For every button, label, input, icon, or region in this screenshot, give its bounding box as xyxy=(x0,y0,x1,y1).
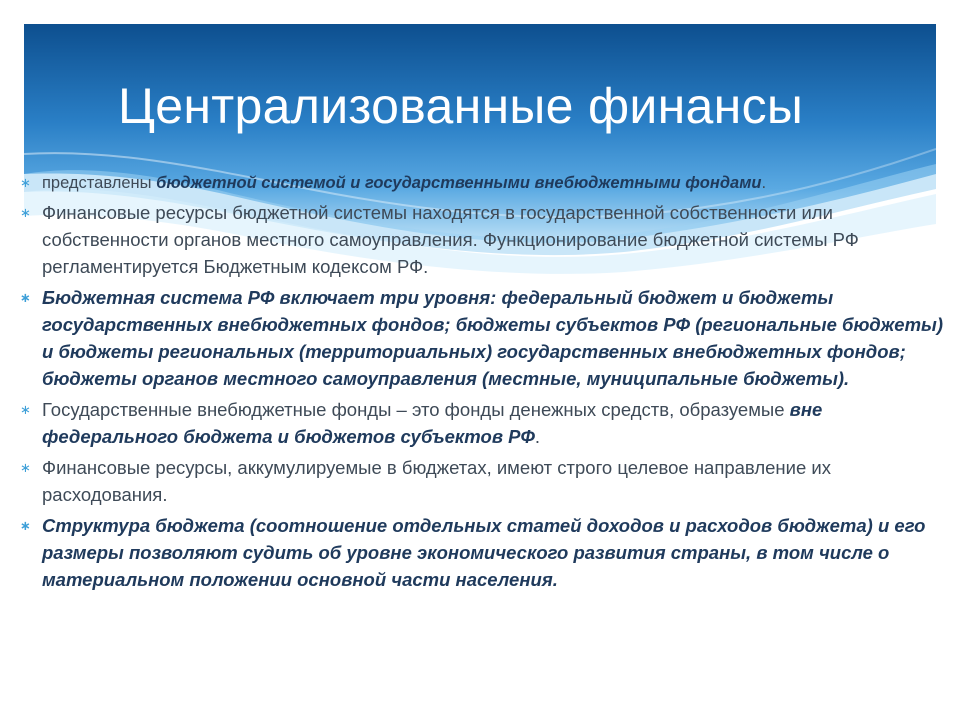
slide-title: Централизованные финансы xyxy=(118,78,804,134)
emphasis-text: бюджетной системой и государственными внебюджетными фондами xyxy=(156,174,762,192)
bullet-list xyxy=(18,170,943,597)
list-item: ∗ Финансовые ресурсы, аккумулируемые в бюджетах, имеют строго целевое направление их расходования. xyxy=(18,454,943,508)
star-bullet-icon: ∗ xyxy=(20,205,31,220)
list-item: ∗ Финансовые ресурсы бюджетной системы находятся в государственной собственности или собственности органов местного самоуправления. Функционирование бюджетной системы РФ регламентируется Бюджетным кодексом РФ. xyxy=(18,199,943,280)
list-item: ∗ представлены бюджетной системой и государственными внебюджетными фондами. xyxy=(18,170,943,196)
star-bullet-icon: ∗ xyxy=(20,402,31,417)
star-bullet-icon: ∗ xyxy=(20,290,31,305)
list-item: ∗ Государственные внебюджетные фонды – это фонды денежных средств, образуемые вне федерального бюджета и бюджетов субъектов РФ. xyxy=(18,396,943,450)
star-bullet-icon: ∗ xyxy=(20,175,31,190)
list-item: ∗ Структура бюджета (соотношение отдельных статей доходов и расходов бюджета) и его размеры позволяют судить об уровне экономического развития страны, в том числе о материальном положении основной части населения. xyxy=(18,512,943,593)
list-item: ∗ Бюджетная система РФ включает три уровня: федеральный бюджет и бюджеты государственных внебюджетных фондов; бюджеты субъектов РФ (региональные бюджеты) и бюджеты региональных (территориальных) государственных внебюджетных фондов; бюджеты органов местного самоуправления (местные, муниципальные бюджеты). xyxy=(18,284,943,392)
star-bullet-icon: ∗ xyxy=(20,518,31,533)
star-bullet-icon: ∗ xyxy=(20,460,31,475)
emphasis-text: вне федерального бюджета и бюджетов субъектов РФ xyxy=(42,399,823,447)
